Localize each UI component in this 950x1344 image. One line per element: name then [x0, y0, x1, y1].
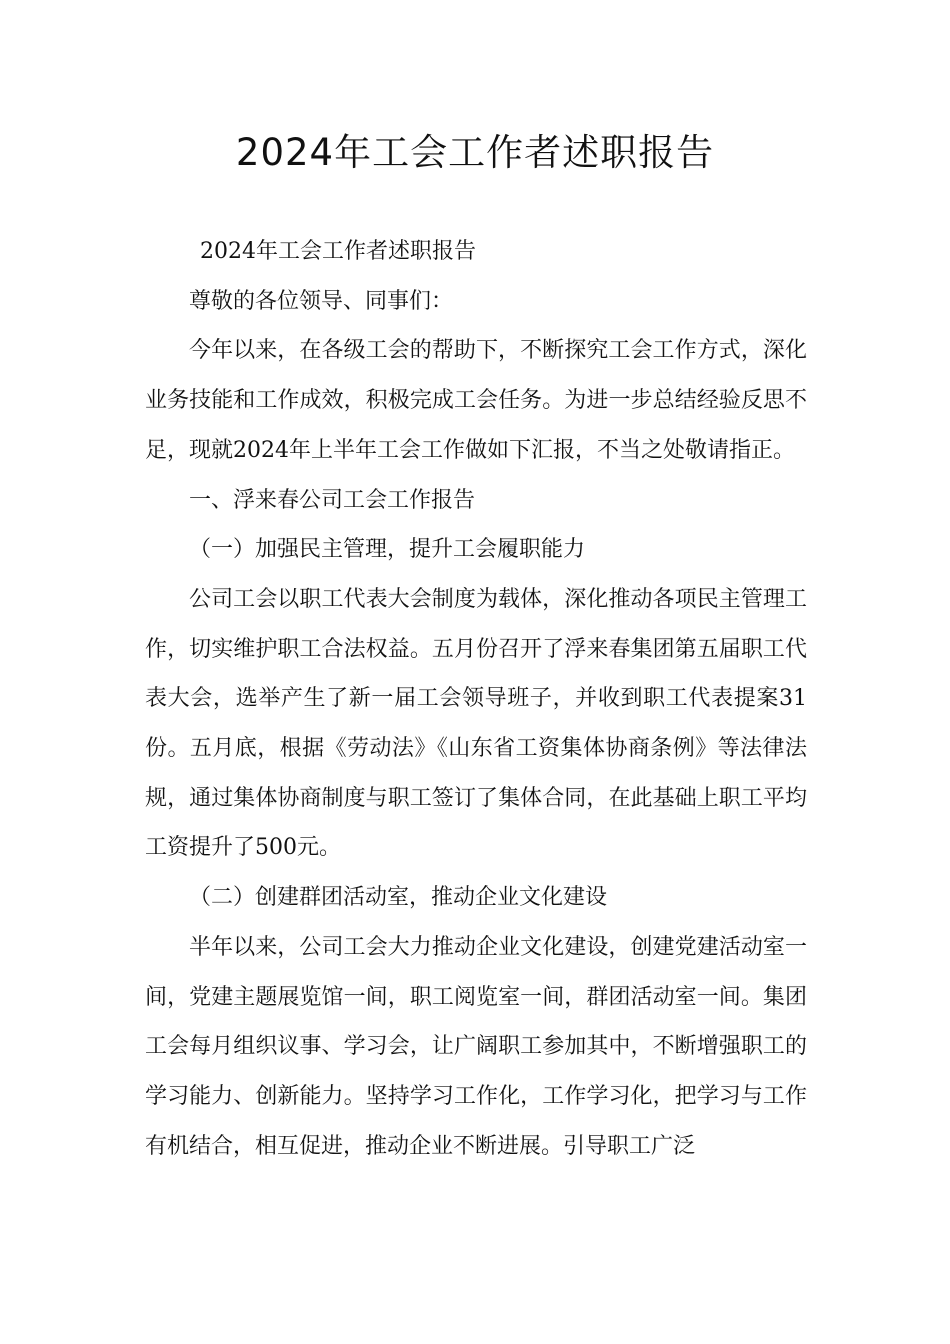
- document-body: [145, 227, 807, 1171]
- paragraph-salutation: 尊敬的各位领导、同事们：: [189, 288, 454, 314]
- subsection-heading-1: （一）加强民主管理，提升工会履职能力: [189, 537, 586, 563]
- paragraph-intro: 今年以来，在各级工会的帮助下，不断探究工会工作方式，深化业务技能和工作成效，积极完成工会任务。为进一步总结经验反思不足，现就2024年上半年工会工作做如下汇报，不当之处敬请指正。: [145, 338, 807, 463]
- paragraph-subtitle: 2024年工会工作者述职报告: [200, 239, 476, 264]
- section-heading-1: 一、浮来春公司工会工作报告: [189, 487, 476, 513]
- document-title: 2024年工会工作者述职报告: [235, 131, 715, 174]
- paragraph-culture-building: 半年以来，公司工会大力推动企业文化建设，创建党建活动室一间，党建主题展览馆一间，职工阅览室一间，群团活动室一间。集团工会每月组织议事、学习会，让广阔职工参加其中，不断增强职工的学习能力、创新能力。坚持学习工作化，工作学习化，把学习与工作有机结合，相互促进，推动企业不断进展。引导职工广泛: [145, 934, 807, 1159]
- subsection-heading-2: （二）创建群团活动室，推动企业文化建设: [189, 885, 608, 911]
- paragraph-democratic-management: 公司工会以职工代表大会制度为载体，深化推动各项民主管理工作，切实维护职工合法权益。五月份召开了浮来春集团第五届职工代表大会，选举产生了新一届工会领导班子，并收到职工代表提案31份。五月底，根据《劳动法》《山东省工资集体协商条例》等法律法规，通过集体协商制度与职工签订了集体合同，在此基础上职工平均工资提升了500元。: [145, 586, 807, 861]
